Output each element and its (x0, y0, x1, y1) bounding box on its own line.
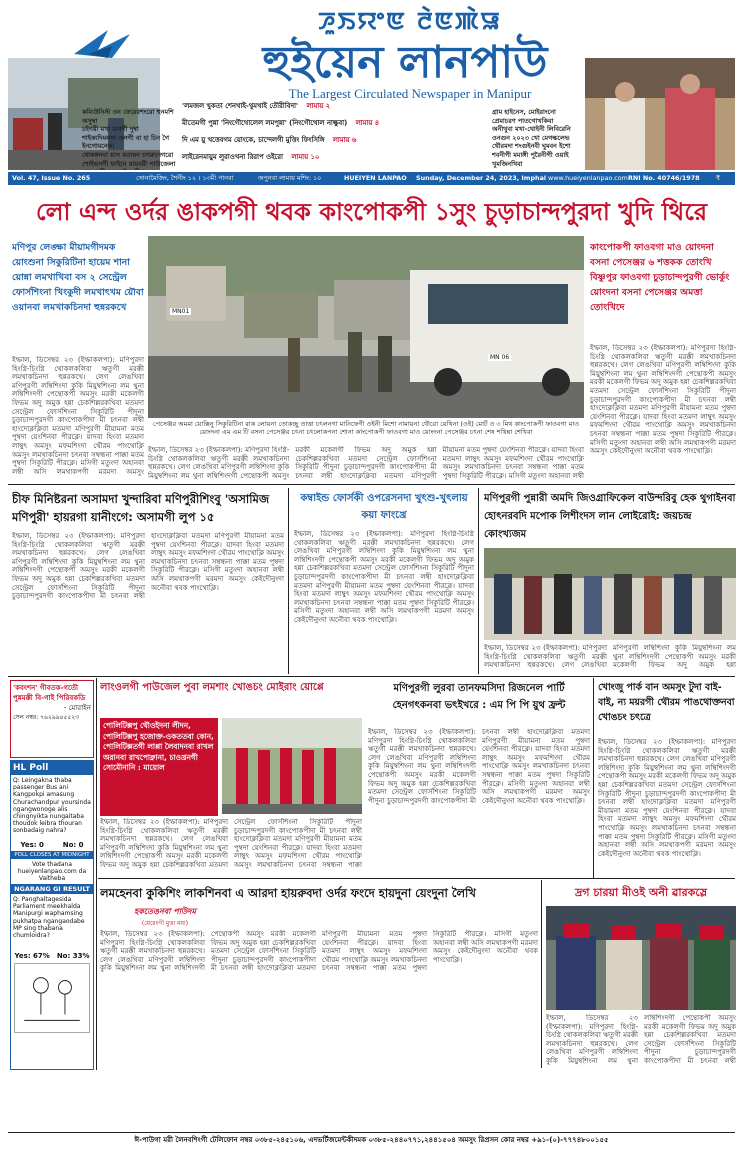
lead-center-body: ইম্ফাল, ডিসেম্বর ২৩ (ইম্ফাকলপা): মণিপুরদা হিংগ্নি-চিংগ্নি থোকলকলিবা ঋতুগী মরক্কী লমখাকচিনদা হুন্নরকখে। লেগ লেঙখিবা মণিপুরগী লম্বিশিংদা কুকি মিয়ুম্বশিংনা লম থুনা লম্বিশিংদগী পেন্থোকপী অমসুং মরকী মকেলগী ফিভম অদু অমুক হন্না চেকশিল্লরকখিবা মতমদা সেন্ট্রেল ফোর্সশিংনা সিকুরিটি পীদুনা চুড়াচান্দপুরদগী কাংপোকপীদা মী চৎনবা লম্বী হাংদোক্লক্লিবা মতমদা মণিপুরগী মীয়ামনা মতম পুম্বদা য়েংশিনবা পীরক্লে। য়াদবা হিংবা মতমদা লাম্বুৎ অমসুং মফমশিংদা থৌরম পাংথোক্লি অমসুং লমখাকচিনদা চৎনবা সম্বন্ধনা পাক্কা মতম পুম্বদা সিকুরিটি পীরক্লে। মসিগী মতুংদা অহানবা লম্বী (148, 446, 584, 480)
lead-plate-right: MN 06 (490, 354, 510, 361)
masthead-tagline: The Largest Circulated Newspaper in Manipur (288, 86, 532, 101)
top-right-photo (585, 58, 735, 170)
teaser-center-2-page[interactable]: লামায় ৪ (355, 119, 380, 127)
teaser-line: খুমজিনখিবা (492, 159, 523, 168)
teaser-center-4-page[interactable]: লামায় ১০ (291, 153, 320, 161)
lead-photo (148, 236, 584, 418)
lead-right-body: ইম্ফাল, ডিসেম্বর ২৩ (ইম্ফাকলপা): মণিপুরদা হিংগ্নি-চিংগ্নি থোকলকলিবা ঋতুগী মরক্কী লমখাকচিনদা হুন্নরকখে। লেগ লেঙখিবা মণিপুরগী লম্বিশিংদা কুকি মিয়ুম্বশিংনা লম থুনা লম্বিশিংদগী পেন্থোকপী অমসুং মরকী মকেলগী ফিভম অদু অমুক হন্না চেকশিল্লরকখিবা মতমদা সেন্ট্রেল ফোর্সশিংনা সিকুরিটি পীদুনা চুড়াচান্দপুরদগী কাংপোকপীদা মী চৎনবা লম্বী হাংদোক্লক্লিবা মতমদা মণিপুরগী মীয়ামনা মতম পুম্বদা য়েংশিনবা পীরক্লে। য়াদবা হিংবা মতমদা লাম্বুৎ অমসুং মফমশিংদা থৌরম পাংথোক্লি অমসুং লমখাকচিনদা চৎনবা সম্বন্ধনা পাক্কা মতম পুম্বদা সিকুরিটি পীরক্লে। মসিগী মতুংদা অহানবা লম্বী অসি লমথাকপগী মরমদা অমসুং কেইদৌনুংদা অনৌবা থবক পাংথোক্লি। (590, 344, 736, 456)
combing-headline[interactable]: কম্বাইন্ড ফোর্সকী ওপরেসনদা খুৎশু-খুৎলায় কয়া ফাংখ্রে (300, 493, 468, 521)
cm-body: ইম্ফাল, ডিসেম্বর ২৩ (ইম্ফাকলপা): মণিপুরদা হিংগ্নি-চিংগ্নি থোকলকলিবা ঋতুগী মরক্কী লমখাকচিনদা হুন্নরকখে। লেগ লেঙখিবা মণিপুরগী লম্বিশিংদা কুকি মিয়ুম্বশিংনা লম থুনা লম্বিশিংদগী পেন্থোকপী অমসুং মরকী মকেলগী ফিভম অদু অমুক হন্না চেকশিল্লরকখিবা মতমদা সেন্ট্রেল ফোর্সশিংনা সিকুরিটি পীদুনা চুড়াচান্দপুরদগী কাংপোকপীদা মী চৎনবা লম্বী হাংদোক্লক্লিবা মতমদা মণিপুরগী মীয়ামনা মতম পুম্বদা য়েংশিনবা পীরক্লে। য়াদবা হিংবা মতমদা লাম্বুৎ অমসুং মফমশিংদা থৌরম পাংথোক্লি অমসুং লমখাকচিনদা চৎনবা সম্বন্ধনা পাক্কা মতম পুম্বদা সিকুরিটি পীরক্লে। মসিগী মতুংদা অহানবা লম্বী অসি লমথাকপগী মরমদা অমসুং কেইদৌনুংদা অনৌবা থবক পাংথোক্লি। (12, 532, 284, 601)
lead-plate-left: MN01 (172, 308, 190, 315)
khongjom-body: ইম্ফাল, ডিসেম্বর ২৩ (ইম্ফাকলপা): মণিপুরদা হিংগ্নি-চিংগ্নি থোকলকলিবা ঋতুগী মরক্কী লমখাকচিনদা হুন্নরকখে। লেগ লেঙখিবা মণিপুরগী লম্বিশিংদা কুকি মিয়ুম্বশিংনা লম থুনা লম্বিশিংদগী পেন্থোকপী অমসুং মরকী মকেলগী ফিভম অদু অমুক হন্না চেকশিল্লরকখিবা মতমদা সেন্ট্রেল ফোর্সশিংনা সিকুরিটি পীদুনা চুড়াচান্দপুরদগী কাংপোকপীদা মী চৎনবা লম্বী হাংদোক্লক্লিবা মতমদা মণিপুরগী মীয়ামনা মতম পুম্বদা য়েংশিনবা পীরক্লে। য়াদবা হিংবা মতমদা লাম্বুৎ অমসুং মফমশিংদা থৌরম পাংথোক্লি অমসুং লমখাকচিনদা চৎনবা সম্বন্ধনা পাক্কা মতম পুম্বদা সিকুরিটি পীরক্লে। মসিগী মতুংদা অহানবা লম্বী অসি লমথাকপগী মরমদা অমসুং কেইদৌনুংদা অনৌবা থবক পাংথোক্লি। (598, 738, 736, 858)
teaser-line: অনীথুবা মখা-থোইনী লিবিরেনি (492, 125, 571, 134)
geo-headline[interactable]: মণিপুরগী পুন্নারী অমদি জিওগ্রাফিকেল বাউন্দরিবু হেক থুগাইনবা হোৎনরবদি মপোক লিশীংদস লান লোইরোই: জয়চন্দ্র কোংখ্যজম (484, 493, 736, 540)
poll-close: POLL CLOSES AT MIDNIGHT (11, 851, 93, 859)
footer-strip: ঈ-পাউগা মরী লৈনবশিংগী টেলিফোন নম্বর ০৩৮৫-২৪৫১০৬, এদভর্টিজমেন্টকীদমক ০৩৮৫-২৪৪০৭৭১,২৪৪১৫০৪ অমসুং রিপ্রসন কোর নম্বর +৯১-(০)-৭৭৭৪৮০০১৫৫ (8, 1132, 735, 1146)
teaser-line: কম্যিউনিস্ট ওন ফেরেরশংরো হুনমশি অসুম্বা (82, 108, 174, 125)
cm-headline[interactable] (12, 490, 284, 528)
top-center-teasers (182, 100, 492, 170)
teaser-line: চইগরী মখা য়াবগী দুম্বা (82, 125, 139, 134)
kuki-kicker-sub: (মেরেংগী মুত্তা ময়া) (141, 920, 189, 927)
poll-result-title: NGARANG GI RESULT (11, 884, 93, 894)
langol-headline[interactable]: লাংওলগী পাউজেল পুবা লমশাং খোঙচং মোইরাং য়োপ্পে (100, 682, 324, 693)
poll-question: Q: Leingakna thaba passenger Bus ani Kangpokpi amasung Churachandpur yoursinda ngangwonoge alis chingnyikta nungaitaba thoudok leibra thouran sonbadaig nahra? (13, 777, 91, 835)
teaser-center-3[interactable]: দি এম য়ু খত্তেবগম য়োংকে, চান্দেলগী মুত্তিং ফিংসিঙ্গি (182, 136, 325, 144)
youth-body: ইম্ফাল, ডিসেম্বর ২৩ (ইম্ফাকলপা): মণিপুরদা হিংগ্নি-চিংগ্নি থোকলকলিবা ঋতুগী মরক্কী লমখাকচিনদা হুন্নরকখে। লেগ লেঙখিবা মণিপুরগী লম্বিশিংদা কুকি মিয়ুম্বশিংনা লম থুনা লম্বিশিংদগী পেন্থোকপী অমসুং মরকী মকেলগী ফিভম অদু অমুক হন্না চেকশিল্লরকখিবা মতমদা সেন্ট্রেল ফোর্সশিংনা সিকুরিটি পীদুনা চুড়াচান্দপুরদগী কাংপোকপীদা মী চৎনবা লম্বী হাংদোক্লক্লিবা মতমদা মণিপুরগী মীয়ামনা মতম পুম্বদা য়েংশিনবা পীরক্লে। য়াদবা হিংবা মতমদা লাম্বুৎ অমসুং মফমশিংদা থৌরম পাংথোক্লি অমসুং লমখাকচিনদা চৎনবা সম্বন্ধনা পাক্কা মতম পুম্বদা সিকুরিটি পীরক্লে। মসিগী মতুংদা অহানবা লম্বী অসি লমথাকপগী মরমদা অমসুং কেইদৌনুংদা অনৌবা থবক পাংথোক্লি। (368, 728, 590, 805)
youth-headline[interactable]: মণিপুরগী লুরবা তানফমসিদা রিজনেল পার্টি হেনগৎকনবা ভৎইখরে : এম পি পি য়ুথ ফ্রন্ট (392, 683, 566, 711)
lead-left-body: ইম্ফাল, ডিসেম্বর ২৩ (ইম্ফাকলপা): মণিপুরদা হিংগ্নি-চিংগ্নি থোকলকলিবা ঋতুগী মরক্কী লমখাকচিনদা হুন্নরকখে। লেগ লেঙখিবা মণিপুরগী লম্বিশিংদা কুকি মিয়ুম্বশিংনা লম থুনা লম্বিশিংদগী পেন্থোকপী অমসুং মরকী মকেলগী ফিভম অদু অমুক হন্না চেকশিল্লরকখিবা মতমদা সেন্ট্রেল ফোর্সশিংনা সিকুরিটি পীদুনা চুড়াচান্দপুরদগী কাংপোকপীদা মী চৎনবা লম্বী হাংদোক্লক্লিবা মতমদা মণিপুরগী মীয়ামনা মতম পুম্বদা য়েংশিনবা পীরক্লে। য়াদবা হিংবা মতমদা লাম্বুৎ অমসুং মফমশিংদা থৌরম পাংথোক্লি অমসুং লমখাকচিনদা চৎনবা সম্বন্ধনা পাক্কা মতম পুম্বদা সিকুরিটি পীরক্লে। মসিগী মতুংদা অহানবা লম্বী অসি লমথাকপগী মরমদা অমসুং (12, 356, 144, 476)
teaser-center-4[interactable]: লাইরেনমায়ুম লুরাওখনা রিরাপ ওইরো (182, 153, 283, 161)
teaser-center-2[interactable]: মীতেমগী পুন্না 'নিংগৌথোলেল লমপুন্না' (নিংগৌথোল নাল্কুবা) (182, 119, 348, 127)
cartoon (14, 963, 90, 1033)
poll-result-question: Q: Panghaltagesida Parliament meekhalda Manipurgi waphamsing pukhatpa ngangaodabe MP sing thabana chumloidra? (13, 896, 85, 940)
kuki-headline[interactable]: লমহেনবা কুকিশিং লাকশিনবা এ আরদা হায়রুবদা ওর্দর ফংদে হায়দুনা য়েংদুনা লৈখি (100, 886, 476, 900)
lead-caption: পেসেঞ্জর অমমা য়োক্সিনু সিকুরিটিনা রাক লোয়না তোকচ্ছু তাত্তা চৎলনগা মানিফেগী ওইনী মিশো নামায়না থৌরো য়েথিনা (ওই) মোর্ট ও ৩ মিথ কাংপোকপী ফাওবগা মাও য়োংদনা এম এম টি বসনা পেসেঞ্জর চৎনা চৎলোকপনা শোনা কাংপোকপী ফাওবগা মাও য়োংদনা পেসেঞ্জর চৎনা শেষ শথিন্না শেখিবা (152, 420, 580, 436)
drug-photo (546, 906, 736, 1010)
meitei-date: সোনামৈজিং, শৈনীং ১২ । ১৩মী পানবা (136, 174, 234, 182)
kuki-body: ইম্ফাল, ডিসেম্বর ২৩ (ইম্ফাকলপা): মণিপুরদা হিংগ্নি-চিংগ্নি থোকলকলিবা ঋতুগী মরক্কী লমখাকচিনদা হুন্নরকখে। লেগ লেঙখিবা মণিপুরগী লম্বিশিংদা কুকি মিয়ুম্বশিংনা লম থুনা লম্বিশিংদগী পেন্থোকপী অমসুং মরকী মকেলগী ফিভম অদু অমুক হন্না চেকশিল্লরকখিবা মতমদা সেন্ট্রেল ফোর্সশিংনা সিকুরিটি পীদুনা চুড়াচান্দপুরদগী কাংপোকপীদা মী চৎনবা লম্বী হাংদোক্লক্লিবা মতমদা মণিপুরগী মীয়ামনা মতম পুম্বদা য়েংশিনবা পীরক্লে। য়াদবা হিংবা মতমদা লাম্বুৎ অমসুং মফমশিংদা থৌরম পাংথোক্লি অমসুং লমখাকচিনদা চৎনবা সম্বন্ধনা পাক্কা মতম পুম্বদা সিকুরিটি পীরক্লে। মসিগী মতুংদা অহানবা লম্বী অসি লমথাকপগী মরমদা অমসুং কেইদৌনুংদা অনৌবা থবক পাংথোক্লি। (100, 930, 538, 973)
teaser-line: থৌরমদা শংগুইনবী ঘুমবন ইশো (492, 142, 571, 151)
paper-name: HUEIYEN LANPAO (344, 174, 407, 182)
page-count: অপুনবা লামায় মশিং: ১০ (258, 174, 322, 182)
teaser-center-1-page[interactable]: লামায় ২ (306, 102, 331, 110)
langol-side-box: পোলিটিক্সপু থৌওইদনা লীদন, পোলিটিক্সপু হজোক্ত-ওকততবা কোন, পোলিটিক্সতগী লাপ্পা লৈবাদনবা রাখল অরানবা রাখপোক্নানা, চাওখ্রনগী সোমৌনানি : মায়োল (100, 718, 218, 816)
kuki-kicker: হকতেঙনবা পাউদম (134, 907, 196, 916)
poll-result-no: No: 33% (56, 952, 90, 960)
teaser-line: গ্রাম হাইনেস, মোইরাংনো (492, 108, 556, 116)
edition-date: Sunday, December 24, 2023, Imphal (416, 174, 547, 182)
teaser-line: শবনীগী মমাঙ্গী পুরৈনীগী ওয়াই (492, 150, 569, 159)
volume-issue: Vol. 47, Issue No. 265 (12, 174, 91, 182)
price: ₹ 5.00 (716, 174, 731, 195)
poll-title: HL Poll (11, 761, 93, 775)
poll-yes[interactable]: Yes: 0 (20, 841, 44, 849)
combing-body: ইম্ফাল, ডিসেম্বর ২৩ (ইম্ফাকলপা): মণিপুরদা হিংগ্নি-চিংগ্নি থোকলকলিবা ঋতুগী মরক্কী লমখাকচিনদা হুন্নরকখে। লেগ লেঙখিবা মণিপুরগী লম্বিশিংদা কুকি মিয়ুম্বশিংনা লম থুনা লম্বিশিংদগী পেন্থোকপী অমসুং মরকী মকেলগী ফিভম অদু অমুক হন্না চেকশিল্লরকখিবা মতমদা সেন্ট্রেল ফোর্সশিংনা সিকুরিটি পীদুনা চুড়াচান্দপুরদগী কাংপোকপীদা মী চৎনবা লম্বী হাংদোক্লক্লিবা মতমদা মণিপুরগী মীয়ামনা মতম পুম্বদা য়েংশিনবা পীরক্লে। য়াদবা হিংবা মতমদা লাম্বুৎ অমসুং মফমশিংদা থৌরম পাংথোক্লি অমসুং লমখাকচিনদা চৎনবা সম্বন্ধনা পাক্কা মতম পুম্বদা সিকুরিটি পীরক্লে। মসিগী মতুংদা অহানবা লম্বী অসি লমথাকপগী মরমদা অমসুং কেইদৌনুংদা অনৌবা থবক পাংথোক্লি। (294, 530, 474, 624)
top-left-teaser (82, 108, 178, 170)
lead-right-subhead: কাংপোকপী ফাওবগা মাও য়োংদনা বসনা পেসেঞ্জর ৬ শত্তকক তোংখি বিষ্ণুপুর ফাওবগা চুড়াচান্দপুরগী ভোর্কুং য়োংদনা বসনা পেসেঞ্জর অমত্তা তোংখিদে (590, 242, 730, 313)
poster-phone: সেল নম্বর: ৭৬২৯৯৪৫৫২৩ (13, 714, 80, 721)
teaser-line: শাইক্যদিমলদা ওলগী বা হা চিন গৈ ইনগোমনেক। (82, 133, 170, 151)
poll-no[interactable]: No: 0 (62, 841, 84, 849)
poll-vote-link[interactable]: Vote thadana hueiyenlanpao.com da Vaitheba (17, 861, 87, 882)
poster-text: 'কবংশন' গীবতক-গতৌ পুন্নমক্কী বি-গাই পিরিবকডি (13, 684, 86, 702)
poster-author: - মোরাইন (63, 704, 91, 712)
teaser-line: ধোকঙ্গনবা য়াস মতান্নন চগরুনেগরো (82, 150, 174, 159)
website-link[interactable]: www.hueiyenlanpao.com (548, 174, 628, 182)
masthead-script-title: ꯍꯨꯏꯌꯦꯟ ꯂꯥꯟꯄꯥꯎ (318, 6, 502, 35)
drug-headline[interactable]: দ্রগ চারয়া মীওই অনী ৱারকস্লে (574, 886, 708, 899)
masthead-title: হুইয়েন লানপাউ (262, 37, 548, 88)
teaser-line (82, 168, 178, 170)
drug-body: ইম্ফাল, ডিসেম্বর ২৩ (ইম্ফাকলপা): মণিপুরদা হিংগ্নি-চিংগ্নি থোকলকলিবা ঋতুগী মরক্কী লমখাকচিনদা হুন্নরকখে। লেগ লেঙখিবা মণিপুরগী লম্বিশিংদা কুকি মিয়ুম্বশিংনা লম থুনা লম্বিশিংদগী পেন্থোকপী অমসুং মরকী মকেলগী ফিভম অদু অমুক হন্না চেকশিল্লরকখিবা মতমদা সেন্ট্রেল ফোর্সশিংনা সিকুরিটি পীদুনা চুড়াচান্দপুরদগী কাংপোকপীদা মী চৎনবা লম্বী (546, 1014, 736, 1065)
teaser-line: প্রেমাচরণ পাতগোখকিবা (492, 116, 554, 125)
teaser-center-1[interactable]: 'লমজল খুকতা শেনখাই-থুমখাই তৌরীবিদা' (182, 102, 299, 110)
geo-photo (484, 548, 736, 640)
info-strip (8, 172, 735, 195)
khongjom-headline[interactable]: খোংজু পার্ক বান অমসুং টুদা বাই-বাই, ন্য ময়রগী থৌরম পাঙথোক্তনবা খোঙচং চৎত্রে (598, 682, 735, 723)
langol-photo (222, 718, 362, 814)
teaser-line: ওনগুন ২০২৩ খো মেগল্কলেভ (492, 133, 570, 142)
lead-left-subhead: মণিপুর লেঙ্ক্ষা মীয়ামগীদমক য়োংশুনা সিকুরিটিনা হায়েম শানা য়োন্না লমখাখিবা বস ২ সেন্ট্রেল ফোর্সশিংনা খিংকুদী লমখাৎখম য়ৌবা ওয়ানবা লমখাকচিনদা হুন্নরকখে (12, 242, 144, 313)
cm-headline-text: চীফ মিনিষ্টরনা অসামদা খুন্দারিবা মণিপুরীশিংবু 'অসামিজ মণিপুরী' হায়রগা য়ানীংগে: অসামগী লুপ ১৫ (12, 492, 270, 524)
top-right-teaser (492, 108, 584, 170)
teaser-line: শোইভনগী ফাইনে য়ায়বরী পাউজেলা (82, 159, 176, 168)
rni-number: RNI No. 40746/1978 (628, 174, 700, 182)
cartoon-icon (15, 964, 89, 1032)
geo-body: ইম্ফাল, ডিসেম্বর ২৩ (ইম্ফাকলপা): মণিপুরদা হিংগ্নি-চিংগ্নি থোকলকলিবা ঋতুগী মরক্কী লমখাকচিনদা হুন্নরকখে। লেগ লেঙখিবা মণিপুরগী লম্বিশিংদা কুকি মিয়ুম্বশিংনা লম থুনা লম্বিশিংদগী পেন্থোকপী অমসুং মরকী মকেলগী ফিভম অদু অমুক হন্না (484, 644, 736, 670)
poster-box (10, 680, 94, 758)
poll-box (10, 760, 94, 1070)
langol-body: ইম্ফাল, ডিসেম্বর ২৩ (ইম্ফাকলপা): মণিপুরদা হিংগ্নি-চিংগ্নি থোকলকলিবা ঋতুগী মরক্কী লমখাকচিনদা হুন্নরকখে। লেগ লেঙখিবা মণিপুরগী লম্বিশিংদা কুকি মিয়ুম্বশিংনা লম থুনা লম্বিশিংদগী পেন্থোকপী অমসুং মরকী মকেলগী ফিভম অদু অমুক হন্না চেকশিল্লরকখিবা মতমদা সেন্ট্রেল ফোর্সশিংনা সিকুরিটি পীদুনা চুড়াচান্দপুরদগী কাংপোকপীদা মী চৎনবা লম্বী হাংদোক্লক্লিবা মতমদা মণিপুরগী মীয়ামনা মতম পুম্বদা য়েংশিনবা পীরক্লে। য়াদবা হিংবা মতমদা লাম্বুৎ অমসুং মফমশিংদা থৌরম পাংথোক্লি অমসুং লমখাকচিনদা চৎনবা সম্বন্ধনা পাক্কা (100, 818, 362, 869)
teaser-center-3-page[interactable]: লামায় ৬ (332, 136, 357, 144)
poll-result-yes: Yes: 67% (14, 952, 50, 960)
lead-headline[interactable]: লো এন্দ ওর্দর ঙাকপগী থবক কাংপোকপী ১সুং চুড়াচান্দপুরদা খুদি থিরে (35, 198, 708, 226)
